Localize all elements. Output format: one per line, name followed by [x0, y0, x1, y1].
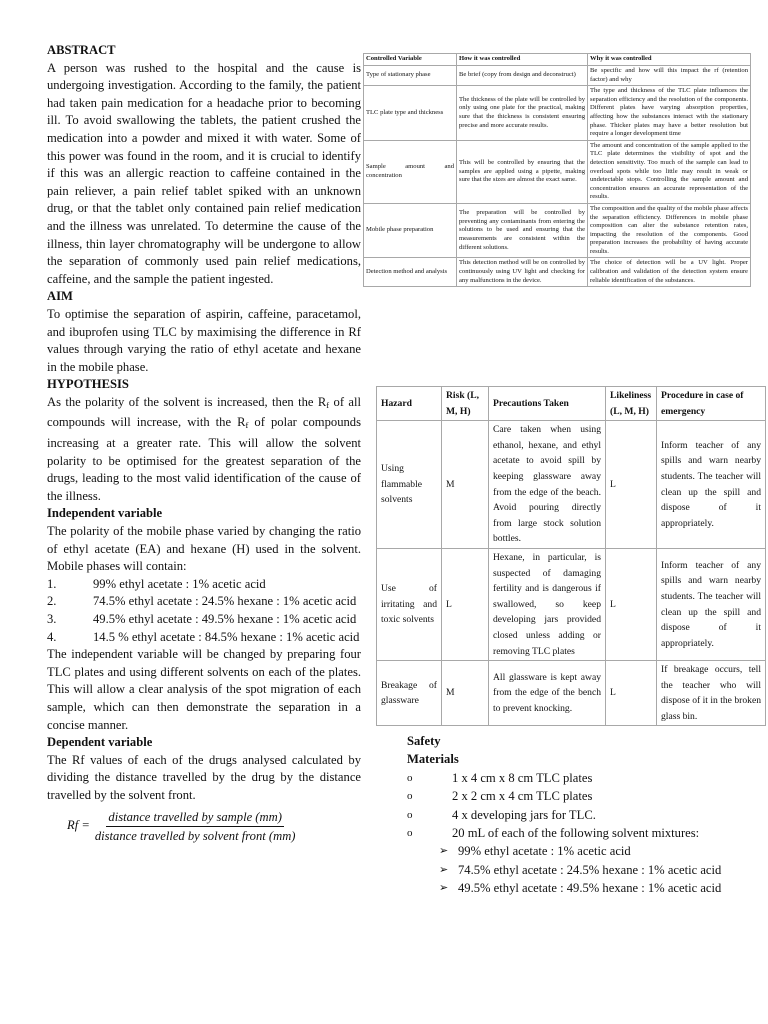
arrow-bullet-icon: ➢ — [439, 882, 449, 895]
hazard-header-procedure: Procedure in case of emergency — [657, 387, 766, 421]
controlled-table-header-row — [364, 54, 751, 66]
table-row — [364, 86, 751, 141]
list-item — [407, 769, 722, 787]
risk-cell: M — [442, 421, 489, 549]
list-item — [47, 593, 361, 611]
formula-fraction — [93, 809, 298, 844]
right-lower-column — [407, 732, 722, 898]
precautions-cell: All glassware is kept away from the edge of the bench to prevent knocking. — [489, 661, 606, 726]
list-item — [47, 576, 361, 594]
list-item — [433, 861, 722, 879]
table-row — [364, 203, 751, 258]
list-item-number: 1. — [47, 576, 57, 591]
abstract-text: A person was rushed to the hospital and the cause is undergoing investigation. According to the family, the patient had taken pain medication for a headache prior to becoming ill. To avoid swallowing the tablets, the patient crushed the medication into a powder and mixed it with water. Some of this power was found in the room, and it is crucial to identify if this was an allergic reaction to caffeine contained in the pain reliever, a pain relief tablet spiked with an unknown drug, or that the tablet only contained pain relief medication and the illness was unrelated. To determine the cause of the illness, thin layer chromatography will be undergone to allow the separation of commonly used pain relief medications, caffeine, and the sample the patient ingested. — [47, 60, 361, 286]
independent-heading: Independent variable — [47, 506, 163, 521]
risk-cell: L — [442, 548, 489, 660]
hypothesis-heading: HYPOTHESIS — [47, 377, 129, 392]
why-controlled-cell: Be specific and how will this impact the rf (retention factor) and why — [588, 66, 751, 86]
controlled-variable-cell: Detection method and analysis — [364, 258, 457, 287]
aim-text: To optimise the separation of aspirin, caffeine, paracetamol, and ibuprofen using TLC by maximising the difference in Rf values through varying the ratio of ethyl acetate and hexane in the mobile phase. — [47, 306, 361, 374]
controlled-variable-cell: Type of stationary phase — [364, 66, 457, 86]
bullet-icon: o — [407, 771, 413, 784]
precautions-cell: Hexane, in particular, is suspected of damaging fertility and is dangerous if swallowed, so keep developing jars provided closed unless adding or removing TLC plates — [489, 548, 606, 660]
why-controlled-cell: The choice of detection will be a UV light. Proper calibration and validation of the detection system ensure reliable identification of the substances. — [588, 258, 751, 287]
formula-lhs: Rf = — [67, 818, 90, 833]
hypothesis-part3: of polar compounds increasing at a greater rate. This will allow the solvent polarity to be optimised for the greatest separation of the drugs, leading to the most valid identification of the cause of the illness. — [47, 415, 361, 503]
hazard-header-hazard: Hazard — [377, 387, 442, 421]
hazard-cell: Using flammable solvents — [377, 421, 442, 549]
controlled-header-why: Why it was controlled — [588, 54, 751, 66]
hazard-table — [376, 386, 766, 726]
list-item-text: 74.5% ethyl acetate : 24.5% hexane : 1% acetic acid — [93, 594, 357, 609]
list-item-number: 3. — [47, 612, 57, 626]
controlled-variable-cell: Mobile phase preparation — [364, 203, 457, 258]
list-item — [433, 879, 722, 897]
controlled-header-variable: Controlled Variable — [364, 54, 457, 66]
table-row — [377, 661, 766, 726]
why-controlled-cell: The composition and the quality of the mobile phase affects the separation efficiency. Differences in mobile phase composition can alter the substance retention rates, impacting the resolution of the components. Good preparation increases the probability of having accurate results. — [588, 203, 751, 258]
precautions-cell: Care taken when using ethanol, hexane, and ethyl acetate to avoid spill by keeping glassware away from the edge of the beach. Avoid pouring directly from large stock solution bottles. — [489, 421, 606, 549]
hazard-header-likeliness: Likeliness (L, M, H) — [606, 387, 657, 421]
bullet-icon: o — [407, 827, 413, 840]
bullet-icon: o — [407, 790, 413, 803]
independent-after: The independent variable will be changed by preparing four TLC plates and using different solvents on each of the plates. This will allow a clear analysis of the spot migration of each sample, which can then demonstrate the separation in a concise manner. — [47, 647, 361, 732]
hypothesis-sub1: f — [326, 399, 330, 410]
list-item-text: 74.5% ethyl acetate : 24.5% hexane : 1% acetic acid — [458, 862, 722, 877]
list-item — [433, 842, 722, 860]
list-item — [407, 806, 722, 824]
how-controlled-cell: Be brief (copy from design and deconstruct) — [457, 66, 588, 86]
procedure-cell: Inform teacher of any spills and warn nearby students. The teacher will clean up the spill and dispose of it appropriately. — [657, 548, 766, 660]
why-controlled-cell: The type and thickness of the TLC plate influences the separation efficiency and the resolution of the components. Different plates have varying absorption properties, affecting how the substances interact with the stationary phase. Thicker plates may have a better resolution but require a longer development time — [588, 86, 751, 141]
abstract-heading: ABSTRACT — [47, 43, 116, 57]
formula-numerator: distance travelled by sample (mm) — [106, 809, 283, 827]
procedure-cell: If breakage occurs, tell the teacher who will dispose of it in the broken glass bin. — [657, 661, 766, 726]
how-controlled-cell: This will be controlled by ensuring that the samples are applied using a pipette, making sure that the sizes are almost the exact same. — [457, 140, 588, 203]
rf-formula — [47, 809, 361, 844]
list-item-text: 99% ethyl acetate : 1% acetic acid — [93, 576, 266, 591]
likeliness-cell: L — [606, 548, 657, 660]
list-item-number: 2. — [47, 594, 57, 609]
arrow-bullet-icon: ➢ — [439, 845, 449, 858]
hazard-header-precautions: Precautions Taken — [489, 387, 606, 421]
hypothesis-text — [47, 394, 361, 506]
likeliness-cell: L — [606, 661, 657, 726]
dependent-heading: Dependent variable — [47, 735, 153, 750]
list-item-text: 49.5% ethyl acetate : 49.5% hexane : 1% acetic acid — [93, 612, 357, 626]
table-row — [364, 140, 751, 203]
how-controlled-cell: The preparation will be controlled by preventing any contaminants from entering the solutions to be used and ensuring that the measurements are consistent within the different solutions. — [457, 203, 588, 258]
likeliness-cell: L — [606, 421, 657, 549]
materials-list — [407, 769, 722, 843]
hazard-header-risk: Risk (L, M, H) — [442, 387, 489, 421]
list-item-text: 14.5 % ethyl acetate : 84.5% hexane : 1% acetic acid — [93, 629, 360, 644]
table-row — [364, 66, 751, 86]
hypothesis-sub2: f — [245, 420, 249, 431]
aim-heading: AIM — [47, 289, 73, 304]
procedure-cell: Inform teacher of any spills and warn nearby students. The teacher will clean up the spill and dispose of it appropriately. — [657, 421, 766, 549]
arrow-bullet-icon: ➢ — [439, 863, 449, 876]
list-item — [47, 629, 361, 647]
solvent-mixtures-list — [407, 842, 722, 897]
hazard-table-header-row — [377, 387, 766, 421]
materials-heading: Materials — [407, 752, 459, 767]
safety-heading: Safety — [407, 734, 441, 748]
controlled-header-how: How it was controlled — [457, 54, 588, 66]
dependent-text: The Rf values of each of the drugs analysed calculated by dividing the distance travelled by the drug by the distance travelled by the solvent front. — [47, 752, 361, 802]
list-item-number: 4. — [47, 629, 57, 644]
list-item-text: 1 x 4 cm x 8 cm TLC plates — [452, 770, 593, 785]
why-controlled-cell: The amount and concentration of the sample applied to the TLC plate determines the visibility of spot and the detection sensitivity. Too much of the sample can lead to overload spots while too little may result in weak or undetectable stops. Controlling the sample amount and concentration ensures an accurate representation of the results. — [588, 140, 751, 203]
list-item-text: 49.5% ethyl acetate : 49.5% hexane : 1% acetic acid — [458, 881, 722, 896]
controlled-variables-table — [363, 53, 751, 287]
risk-cell: M — [442, 661, 489, 726]
table-row — [377, 548, 766, 660]
table-row — [377, 421, 766, 549]
how-controlled-cell: The thickness of the plate will be controlled by only using one plate for the practical, making sure that the thickness is consistent ensuring precise and more accurate results. — [457, 86, 588, 141]
table-row — [364, 258, 751, 287]
list-item — [407, 824, 722, 842]
independent-intro: The polarity of the mobile phase varied by changing the ratio of ethyl acetate (EA) and hexane (H) used in the solvent. Mobile phases will contain: — [47, 524, 361, 574]
mobile-phase-list — [47, 576, 361, 646]
hypothesis-part1: As the polarity of the solvent is increased, then the R — [47, 394, 327, 409]
list-item — [407, 787, 722, 805]
controlled-variable-cell: TLC plate type and thickness — [364, 86, 457, 141]
hazard-cell: Breakage of glassware — [377, 661, 442, 726]
list-item-text: 99% ethyl acetate : 1% acetic acid — [458, 844, 631, 859]
list-item-text: 2 x 2 cm x 4 cm TLC plates — [452, 789, 593, 804]
list-item-text: 4 x developing jars for TLC. — [452, 807, 596, 822]
hypothesis-part2: of all compounds will increase, with the R — [47, 394, 361, 430]
formula-denominator: distance travelled by solvent front (mm) — [94, 828, 296, 843]
hazard-cell: Use of irritating and toxic solvents — [377, 548, 442, 660]
how-controlled-cell: This detection method will be on controlled by continuously using UV light and checking for any malfunctions in the device. — [457, 258, 588, 287]
list-item — [47, 611, 361, 629]
left-column — [47, 42, 361, 844]
controlled-variable-cell: Sample amount and concentration — [364, 140, 457, 203]
list-item-text: 20 mL of each of the following solvent mixtures: — [452, 826, 700, 841]
bullet-icon: o — [407, 808, 413, 821]
